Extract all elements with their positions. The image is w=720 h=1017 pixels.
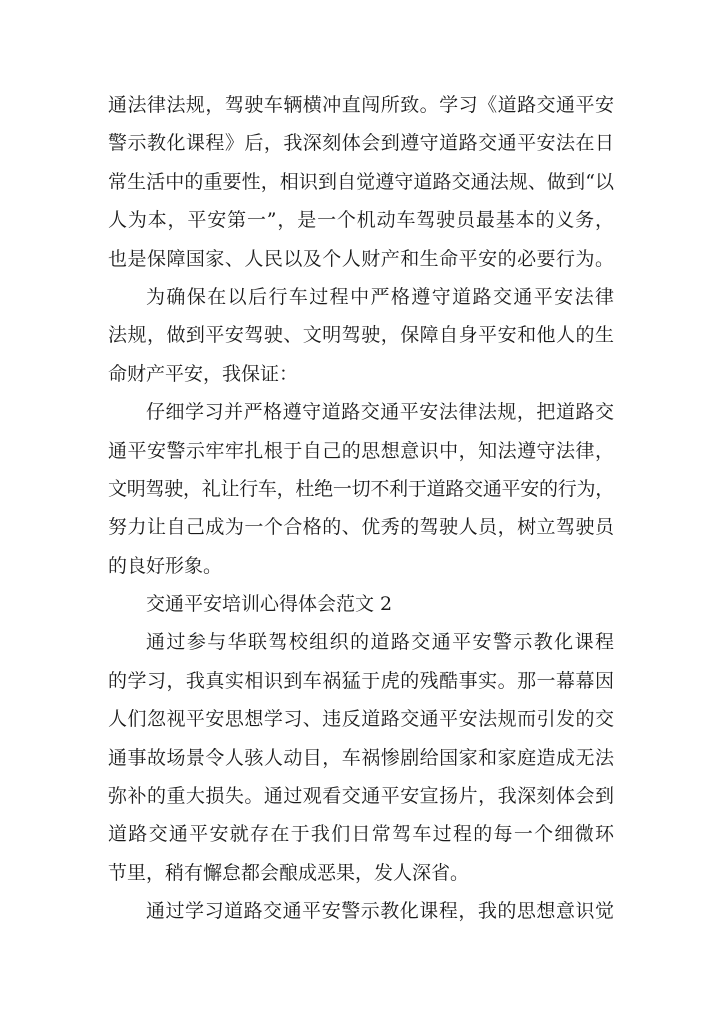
text-line: 警示教化课程》后，我深刻体会到遵守道路交通平安法在日 [108, 132, 614, 155]
text-line: 也是保障国家、人民以及个人财产和生命平安的必要行为。 [108, 247, 614, 270]
text-line: 节里，稍有懈怠都会酿成恶果，发人深省。 [108, 861, 470, 884]
text-line: 常生活中的重要性，相识到自觉遵守道路交通法规、做到“以 [108, 170, 614, 193]
paragraph-p2 [108, 278, 614, 393]
paragraph-p1 [108, 86, 614, 278]
text-line: 文明驾驶，礼让行车，杜绝一切不利于道路交通平安的行为， [108, 477, 614, 500]
text-line: 仔细学习并严格遵守道路交通平安法律法规，把道路交 [146, 401, 614, 424]
document-body [108, 86, 614, 931]
text-line: 人们忽视平安思想学习、违反道路交通平安法规而引发的交 [108, 708, 614, 731]
text-line: 法规，做到平安驾驶、文明驾驶，保障自身平安和他人的生 [108, 324, 614, 347]
paragraph-p4 [108, 585, 614, 623]
text-line: 的良好形象。 [108, 554, 223, 577]
text-line: 交通平安培训心得体会范文 2 [146, 593, 393, 616]
text-line: 通过参与华联驾校组织的道路交通平安警示教化课程 [146, 631, 614, 654]
text-line: 努力让自己成为一个合格的、优秀的驾驶人员，树立驾驶员 [108, 516, 614, 539]
paragraph-p6 [108, 892, 614, 930]
text-line: 道路交通平安就存在于我们日常驾车过程的每一个细微环 [108, 823, 614, 846]
text-line: 弥补的重大损失。通过观看交通平安宣扬片，我深刻体会到 [108, 785, 614, 808]
text-line: 通平安警示牢牢扎根于自己的思想意识中，知法遵守法律， [108, 439, 614, 462]
text-line: 通法律法规，驾驶车辆横冲直闯所致。学习《道路交通平安 [108, 94, 614, 116]
text-line: 为确保在以后行车过程中严格遵守道路交通平安法律 [146, 285, 614, 308]
paragraph-p5 [108, 623, 614, 892]
text-line: 通事故场景令人骇人动目，车祸惨剧给国家和家庭造成无法 [108, 746, 614, 769]
paragraph-p3 [108, 393, 614, 585]
text-line: 通过学习道路交通平安警示教化课程，我的思想意识觉 [146, 900, 614, 923]
text-line: 的学习，我真实相识到车祸猛于虎的残酷事实。那一幕幕因 [108, 669, 614, 692]
text-line: 命财产平安，我保证： [108, 362, 299, 385]
text-line: 人为本，平安第一”，是一个机动车驾驶员最基本的义务， [108, 209, 614, 232]
